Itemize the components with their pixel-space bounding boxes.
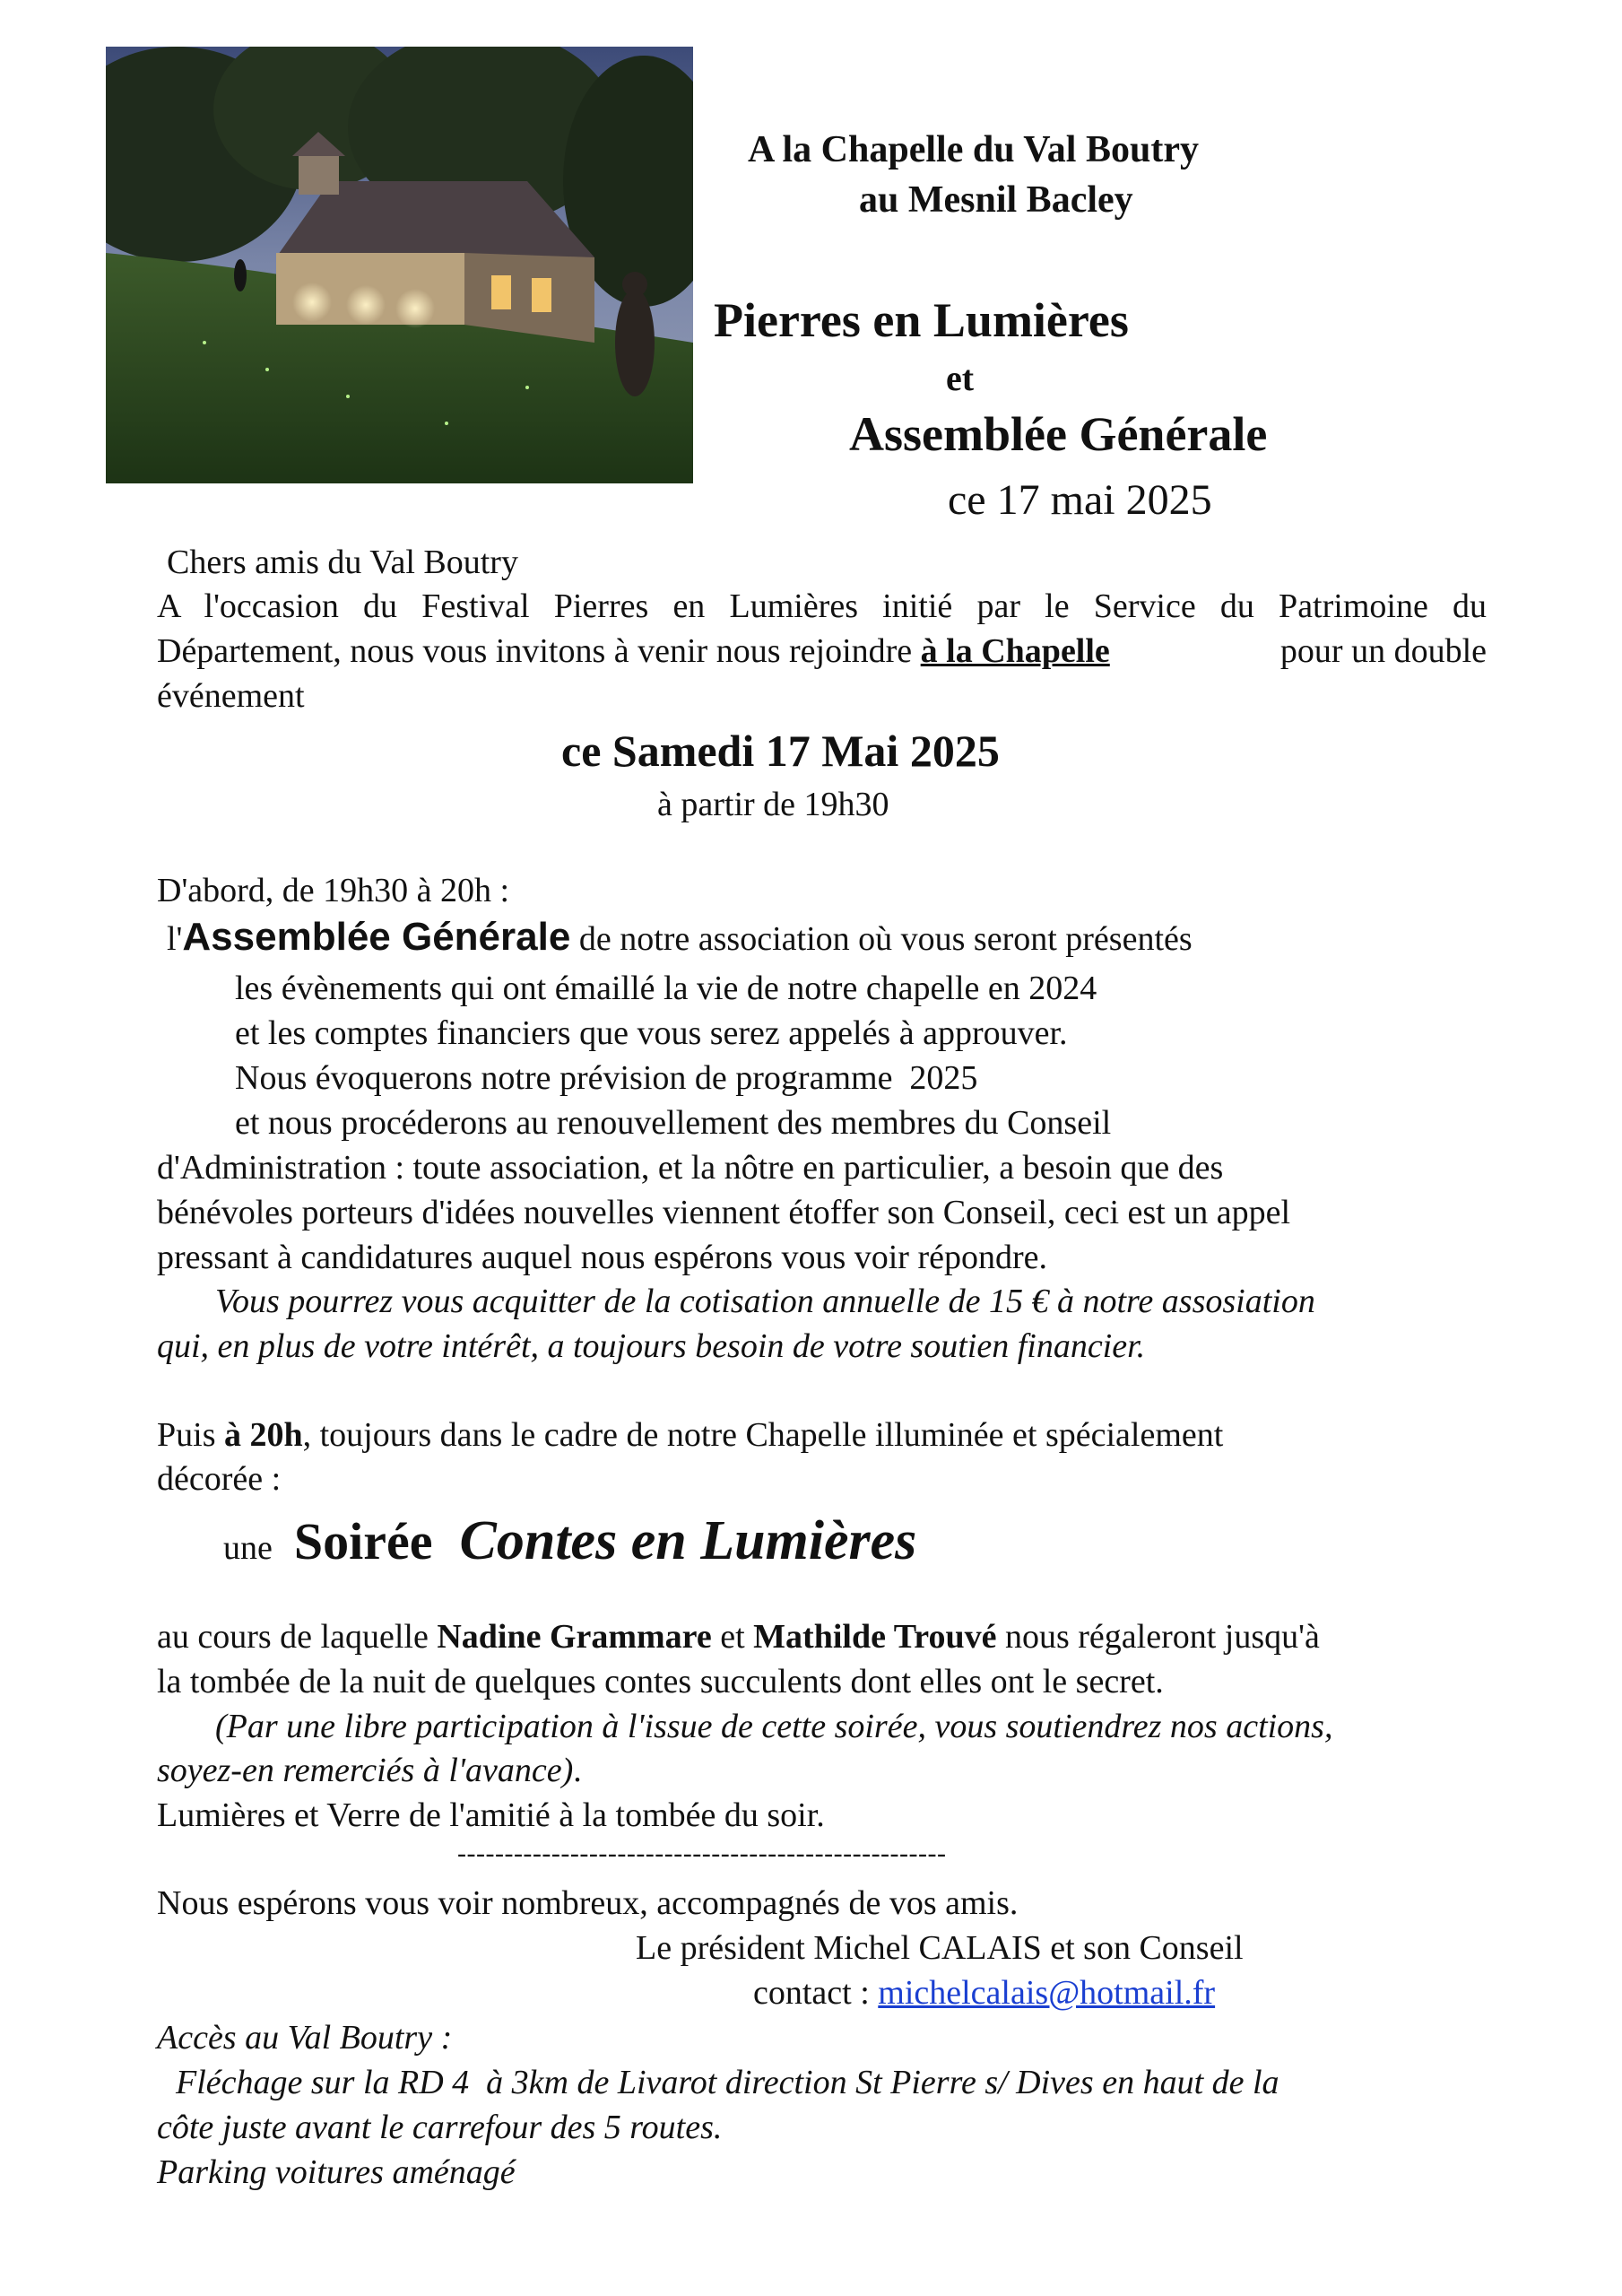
access-line-1: Fléchage sur la RD 4 à 3km de Livarot direction St Pierre s/ Dives en haut de la — [176, 2064, 1279, 2101]
assembly-title: Assemblée Générale — [182, 915, 571, 959]
access-line-2: côte juste avant le carrefour des 5 routes. — [157, 2109, 723, 2146]
soiree-intro-line-1 — [157, 1418, 1223, 1452]
soiree-para-line-1 — [157, 1620, 1320, 1654]
location-line-2: au Mesnil Bacley — [859, 179, 1133, 221]
contact-email-link[interactable]: michelcalais@hotmail.fr — [878, 1974, 1216, 2012]
cotisation-line-2: qui, en plus de votre intérêt, a toujours besoin de votre soutien financier. — [157, 1327, 1146, 1365]
soiree-intro-a: Puis — [157, 1416, 224, 1454]
event-date: ce 17 mai 2025 — [948, 476, 1212, 524]
location-line-1: A la Chapelle du Val Boutry — [748, 129, 1199, 170]
main-date: ce Samedi 17 Mai 2025 — [561, 726, 1000, 776]
cotisation-line-1: Vous pourrez vous acquitter de la cotisation annuelle de 15 € à notre assosiation — [215, 1283, 1315, 1320]
access-line-3: Parking voitures aménagé — [157, 2153, 516, 2191]
soiree-p4: soyez-en remerciés à l'avance) — [157, 1752, 574, 1789]
event-title-3: Assemblée Générale — [849, 407, 1268, 461]
soiree-p4-dot: . — [573, 1752, 582, 1789]
intro-line-2-c: pour un double — [1279, 632, 1487, 670]
assembly-line-7: pressant à candidatures auquel nous espérons vous voir répondre. — [157, 1239, 1047, 1276]
greeting: Chers amis du Val Boutry — [167, 544, 518, 581]
start-time: à partir de 19h30 — [657, 786, 889, 823]
assembly-line-6: bénévoles porteurs d'idées nouvelles viennent étoffer son Conseil, ceci est un appel — [157, 1194, 1291, 1231]
assembly-title-suffix: de notre association où vous seront présentés — [570, 920, 1193, 958]
event-title-2: et — [946, 358, 975, 398]
assembly-title-line — [167, 915, 1193, 960]
soiree-para-line-5: Lumières et Verre de l'amitié à la tombée du soir. — [157, 1796, 825, 1834]
event-title-1: Pierres en Lumières — [714, 293, 1129, 347]
soiree-intro-c: , toujours dans le cadre de notre Chapelle illuminée et spécialement — [302, 1416, 1224, 1454]
intro-line-3: événement — [157, 677, 305, 715]
assembly-line-3: Nous évoquerons notre prévision de programme 2025 — [235, 1059, 978, 1097]
soiree-para-line-4 — [157, 1753, 582, 1787]
contact-line — [753, 1976, 1215, 2010]
assembly-line-5: d'Administration : toute association, et la nôtre en particulier, a besoin que des — [157, 1149, 1224, 1187]
intro-line-2 — [157, 634, 1487, 668]
soiree-intro-line-2: décorée : — [157, 1460, 282, 1498]
signature: Le président Michel CALAIS et son Conseil — [636, 1929, 1244, 1967]
access-title: Accès au Val Boutry : — [157, 2019, 453, 2057]
assembly-title-prefix: l' — [167, 920, 183, 958]
separator: ---------------------------------------------------- — [457, 1839, 947, 1868]
contact-label: contact : — [753, 1974, 879, 2012]
chapel-emphasis: à la Chapelle — [920, 632, 1110, 670]
intro-line-1: A l'occasion du Festival Pierres en Lumières initié par le Service du Patrimoine du — [157, 587, 1487, 625]
storyteller-2: Mathilde Trouvé — [753, 1618, 997, 1656]
assembly-intro: D'abord, de 19h30 à 20h : — [157, 872, 510, 909]
chapel-photo — [106, 47, 693, 483]
assembly-line-4: et nous procéderons au renouvellement des membres du Conseil — [235, 1104, 1112, 1142]
soiree-title-line — [223, 1509, 916, 1572]
storyteller-1: Nadine Grammare — [437, 1618, 712, 1656]
soiree-p1-e: nous régaleront jusqu'à — [996, 1618, 1320, 1656]
soiree-para-line-3: (Par une libre participation à l'issue de cette soirée, vous soutiendrez nos actions, — [215, 1708, 1333, 1745]
soiree-time: à 20h — [223, 1416, 303, 1454]
assembly-line-1: les évènements qui ont émaillé la vie de notre chapelle en 2024 — [235, 970, 1097, 1007]
soiree-para-line-2: la tombée de la nuit de quelques contes succulents dont elles ont le secret. — [157, 1663, 1164, 1700]
soiree-title: Contes en Lumières — [459, 1510, 917, 1571]
soiree-word: Soirée — [293, 1512, 433, 1570]
intro-line-2-a: Département, nous vous invitons à venir nous rejoindre — [157, 632, 921, 670]
soiree-une: une — [223, 1529, 273, 1567]
soiree-p1-c: et — [711, 1618, 754, 1656]
assembly-line-2: et les comptes financiers que vous serez appelés à approuver. — [235, 1014, 1068, 1052]
closing-line: Nous espérons vous voir nombreux, accompagnés de vos amis. — [157, 1884, 1019, 1922]
soiree-p1-a: au cours de laquelle — [157, 1618, 438, 1656]
